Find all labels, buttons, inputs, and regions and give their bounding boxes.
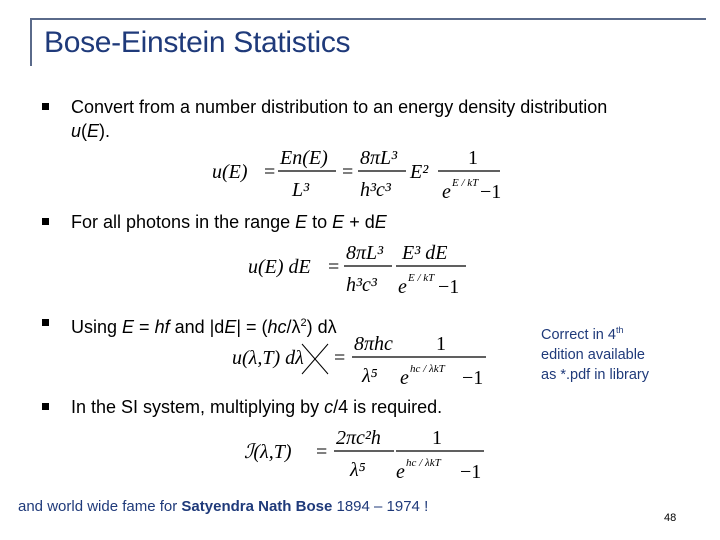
equation-1 [212,140,502,211]
bullet-1-end: ). [99,121,111,141]
equation-2 [248,237,478,304]
bullet-3-var-hc: hc [267,317,287,337]
eq1-frac1-num: En(E) [280,147,328,169]
eq2-exp-base: e [398,276,407,298]
eq4-equals: = [316,441,328,463]
eq3-lhs: u(λ,T) dλ [232,347,304,369]
eq1-equals-1: = [264,161,276,183]
eq4-minus-one: −1 [460,461,482,482]
bullet-2-to: to [307,212,333,232]
footer-name: Satyendra Nath Bose [181,498,333,515]
bullet-text-1 [71,95,611,143]
eq2-frac1-num: 8πL³ [346,242,384,264]
eq2-exp-power: E / kT [408,272,435,284]
eq1-exp-power: E / kT [452,177,479,189]
bullet-text-4 [71,395,442,419]
eq4-frac1-den: λ⁵ [350,459,366,481]
eq3-frac2-num: 1 [436,333,446,355]
eq3-exp-power: hc / λkT [410,363,445,375]
eq1-frac1-den: L³ [292,179,310,201]
eq3-frac1-den: λ⁵ [362,365,378,387]
eq2-lhs: u(E) dE [248,256,311,278]
bullet-2-var-e1: E [295,212,308,232]
eq4-frac2-num: 1 [432,427,442,449]
bullet-2-plus-d: + d [344,212,375,232]
eq3-minus-one: −1 [462,367,484,388]
bullet-1-paren: ( [81,121,88,141]
frame-left-rule [30,18,32,66]
bullet-4-var-c: c [324,397,334,417]
note-sup: th [615,325,624,335]
eq1-lhs: u(E) [212,161,248,183]
eq3-exp-base: e [400,367,409,388]
bullet-3-abs: | = ( [236,317,268,337]
eq4-frac1-num: 2πc²h [336,427,381,449]
bullet-1-var-e: E [87,121,100,141]
bullet-3-var-e: E [122,317,135,337]
bullet-2-var-e3: E [374,212,387,232]
frame-top-rule [30,18,706,20]
eq2-frac2-num: E³ dE [402,242,448,264]
eq4-exp-base: e [396,461,405,482]
bullet-3-end: ) dλ [306,317,337,337]
bullet-2-var-e2: E [332,212,345,232]
note-line-3: as *.pdf in library [541,366,649,383]
bullet-3-sup: 2 [300,317,307,329]
note-line-1: Correct in 4 [541,326,616,343]
eq2-minus-one: −1 [438,276,460,298]
bullet-4-end: /4 is required. [333,397,443,417]
bullet-marker-4 [42,403,49,410]
bullet-3-var-de: E [224,317,237,337]
eq4-lhs: ℐ(λ,T) [244,441,292,463]
eq1-equals-2: = [342,161,354,183]
bullet-text-2 [71,210,387,234]
slide-title: Bose-Einstein Statistics [44,26,351,59]
eq3-equals: = [334,347,346,369]
bullet-3-lambda: /λ [286,317,301,337]
side-note [541,320,691,385]
footer-caption [18,498,428,515]
eq2-equals: = [328,256,340,278]
bullet-4-pre: In the SI system, multiplying by [71,397,325,417]
eq2-frac1-den: h³c³ [346,274,377,296]
bullet-marker-3 [42,319,49,326]
footer-pre: and world wide fame for [18,498,182,515]
bullet-marker-2 [42,218,49,225]
equation-3 [232,326,492,393]
page-number: 48 [664,512,677,524]
note-line-2: edition available [541,346,645,363]
bullet-1-pre: Convert from a number distribution to an energy density distribution [71,97,608,117]
eq1-frac2-num: 8πL³ [360,147,398,169]
bullet-marker-1 [42,103,49,110]
bullet-3-and: and |d [169,317,225,337]
eq1-minus-one: −1 [480,181,502,203]
bullet-3-var-hf: hf [154,317,170,337]
eq4-exp-power: hc / λkT [406,457,441,469]
footer-post: 1894 – 1974 ! [332,498,429,515]
eq1-exp-base: e [442,181,451,203]
bullet-3-pre: Using [71,317,123,337]
eq3-frac1-num: 8πhc [354,333,393,355]
bullet-2-pre: For all photons in the range [71,212,296,232]
bullet-3-eq: = [134,317,155,337]
eq1-frac3-num: 1 [468,147,478,169]
bullet-1-var-u: u [71,121,82,141]
eq1-e-squared: E² [410,161,429,183]
eq1-frac2-den: h³c³ [360,179,391,201]
equation-4 [244,420,494,487]
